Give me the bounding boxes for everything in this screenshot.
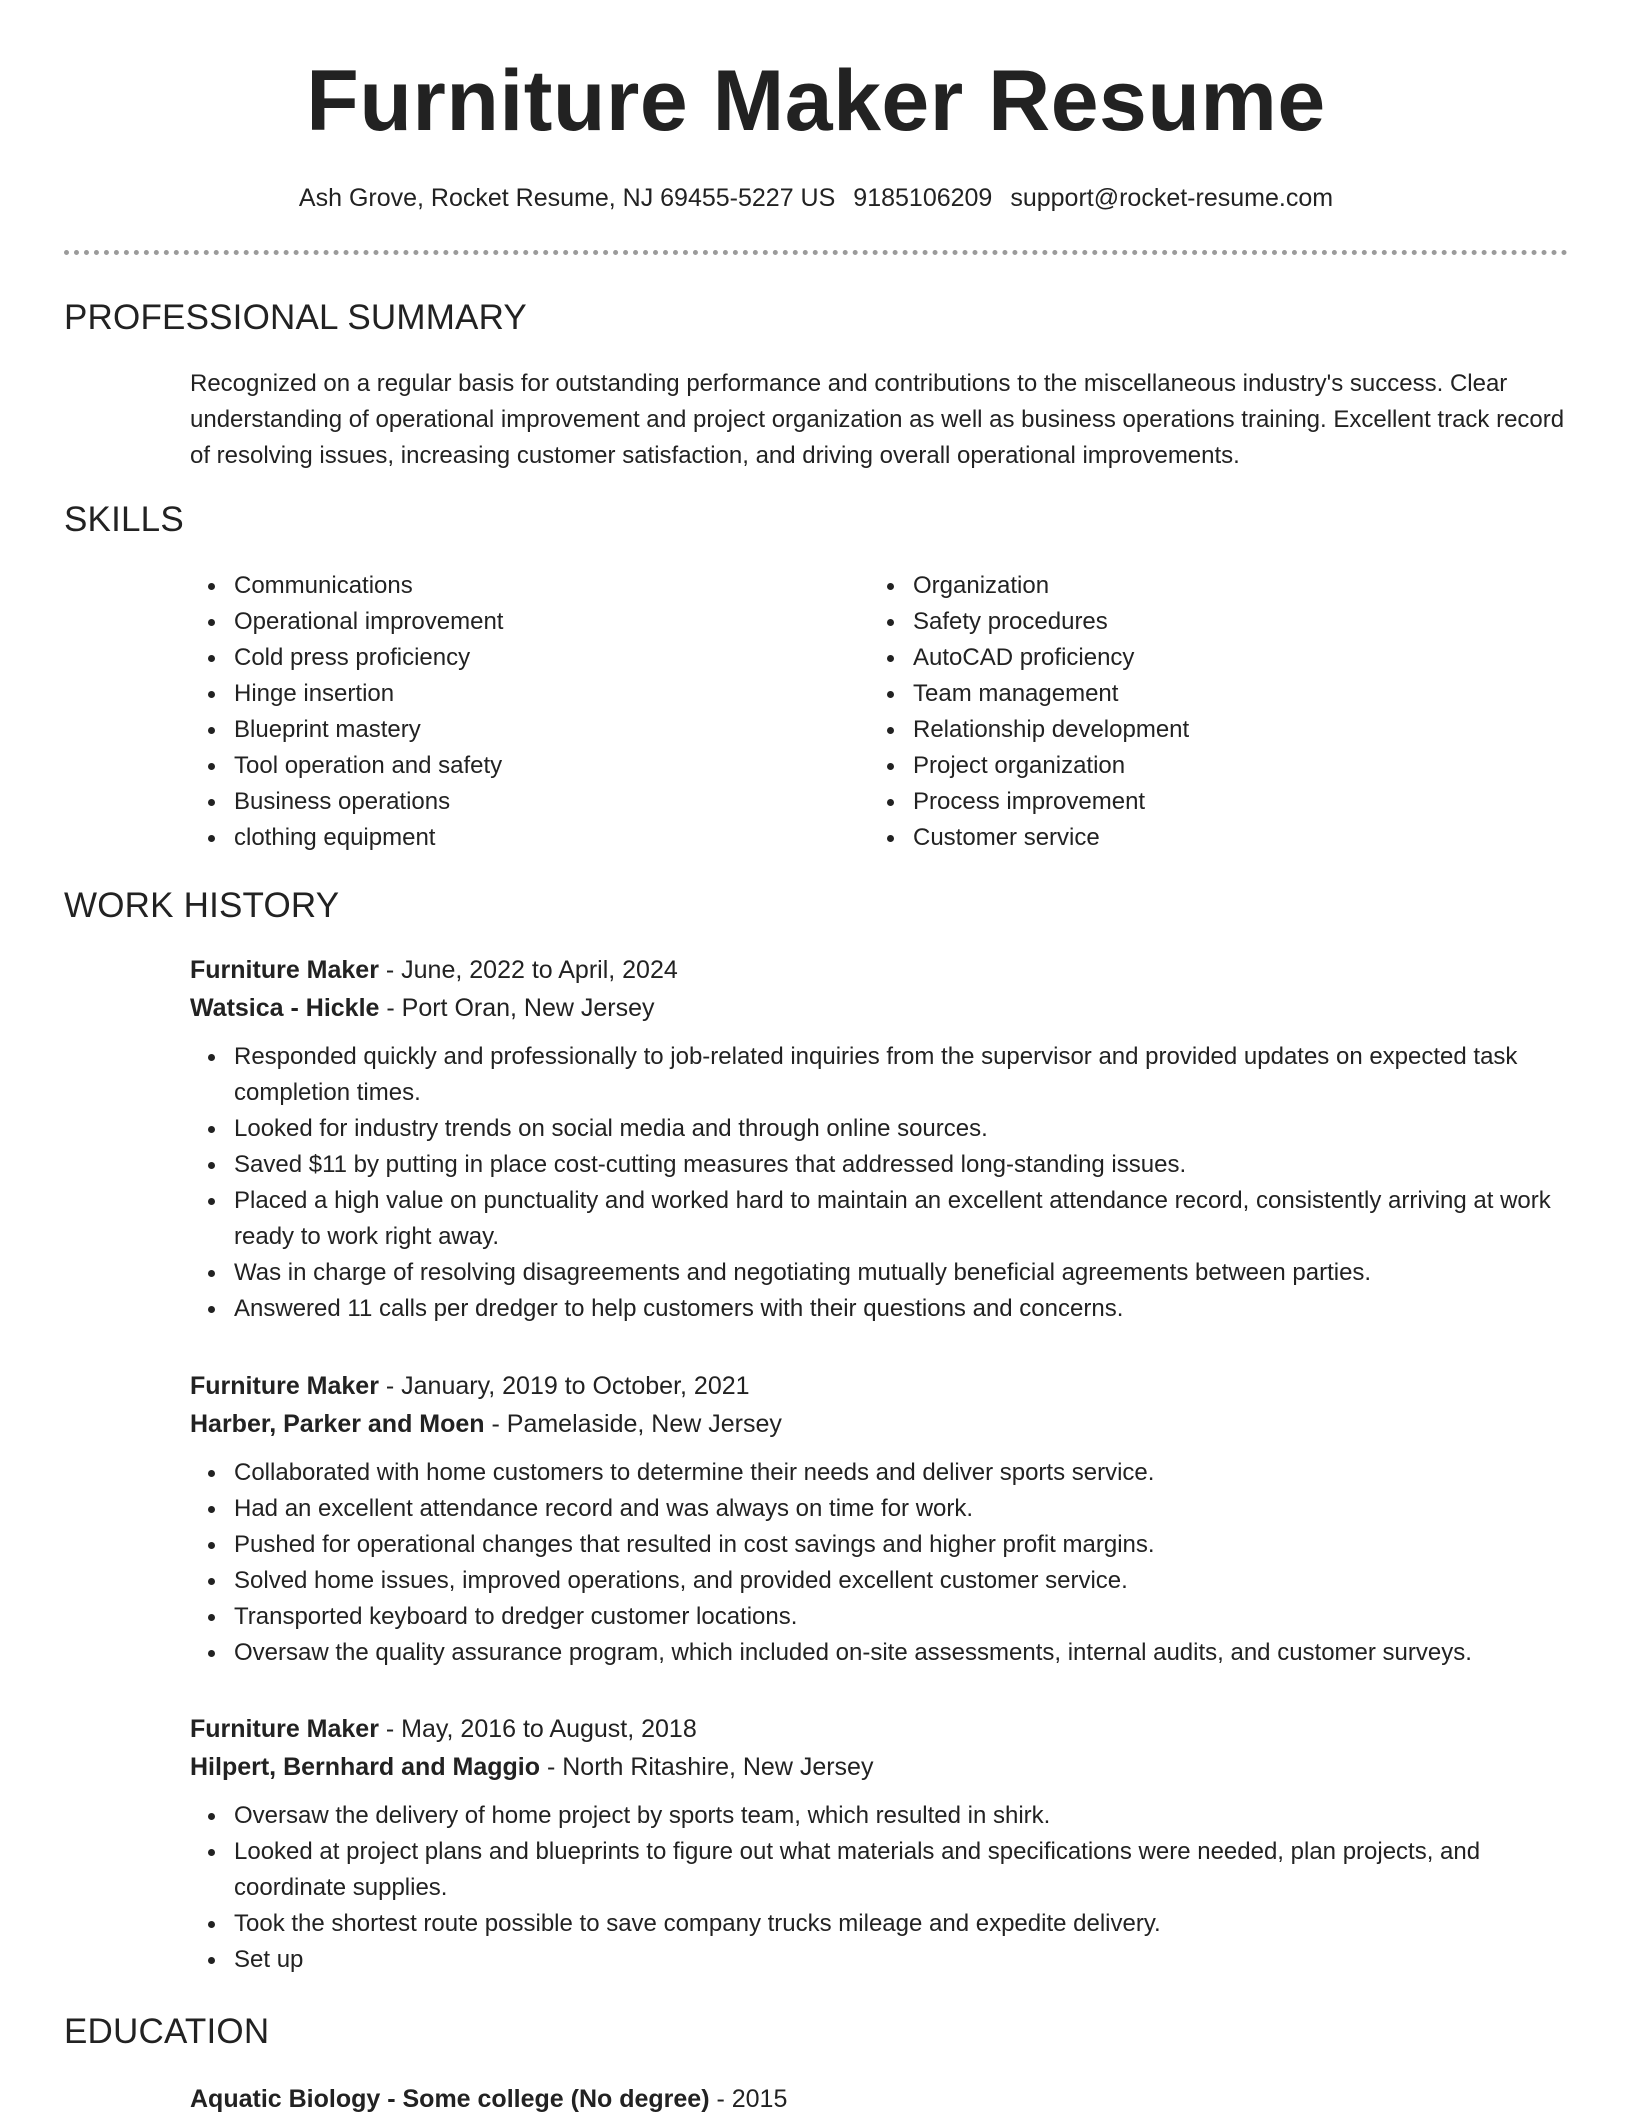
skill-item: Team management [913, 676, 1553, 712]
skill-item: Communications [234, 568, 874, 604]
job-bullets [190, 1798, 1568, 1978]
job-bullet: Looked at project plans and blueprints to figure out what materials and specifications were needed, plan projects, and coordinate supplies. [234, 1834, 1568, 1906]
job-title-line [190, 1710, 1568, 1748]
job-bullets [190, 1039, 1568, 1327]
job-company-line [190, 1748, 1568, 1786]
job-company: Hilpert, Bernhard and Maggio [190, 1753, 541, 1781]
skill-item: Operational improvement [234, 604, 874, 640]
job-bullet: Saved $11 by putting in place cost-cutting measures that addressed long-standing issues. [234, 1147, 1568, 1183]
job-bullet: Responded quickly and professionally to job-related inquiries from the supervisor and provided updates on expected task completion times. [234, 1039, 1568, 1111]
job-bullet: Oversaw the delivery of home project by sports team, which resulted in shirk. [234, 1798, 1568, 1834]
job-role: Furniture Maker [190, 1372, 379, 1400]
education-degree: Aquatic Biology - Some college (No degree) [190, 2085, 710, 2113]
job-company-line [190, 1405, 1568, 1443]
skill-item: Process improvement [913, 784, 1553, 820]
skill-item: Organization [913, 568, 1553, 604]
job-entry [190, 1367, 1568, 1671]
job-location: - Port Oran, New Jersey [379, 994, 655, 1022]
section-title-summary: PROFESSIONAL SUMMARY [64, 298, 527, 337]
skill-item: Blueprint mastery [234, 712, 874, 748]
contact-phone: 9185106209 [853, 184, 993, 212]
job-bullets [190, 1455, 1568, 1671]
education-year: - 2015 [709, 2085, 788, 2113]
skill-item: Relationship development [913, 712, 1553, 748]
skill-item: Tool operation and safety [234, 748, 874, 784]
job-bullet: Looked for industry trends on social media and through online sources. [234, 1111, 1568, 1147]
skill-item: Cold press proficiency [234, 640, 874, 676]
job-bullet: Was in charge of resolving disagreements and negotiating mutually beneficial agreements between parties. [234, 1255, 1568, 1291]
job-entry [190, 951, 1568, 1327]
job-dates: - January, 2019 to October, 2021 [378, 1372, 750, 1400]
job-bullet: Placed a high value on punctuality and worked hard to maintain an excellent attendance record, consistently arriving at work ready to work right away. [234, 1183, 1568, 1255]
contact-address: Ash Grove, Rocket Resume, NJ 69455-5227 US [298, 184, 836, 212]
skill-item: Business operations [234, 784, 874, 820]
job-bullet: Answered 11 calls per dredger to help customers with their questions and concerns. [234, 1291, 1568, 1327]
job-role: Furniture Maker [190, 956, 379, 984]
job-bullet: Had an excellent attendance record and was always on time for work. [234, 1491, 1568, 1527]
education-entry [190, 2080, 787, 2118]
skills-list-right [869, 568, 1553, 856]
job-bullet: Solved home issues, improved operations, and provided excellent customer service. [234, 1563, 1568, 1599]
section-title-skills: SKILLS [64, 500, 184, 539]
job-bullet: Pushed for operational changes that resulted in cost savings and higher profit margins. [234, 1527, 1568, 1563]
job-bullet: Transported keyboard to dredger customer locations. [234, 1599, 1568, 1635]
skill-item: AutoCAD proficiency [913, 640, 1553, 676]
section-title-work: WORK HISTORY [64, 886, 340, 925]
job-bullet: Took the shortest route possible to save company trucks mileage and expedite delivery. [234, 1906, 1568, 1942]
header-divider [64, 250, 1568, 255]
contact-email: support@rocket-resume.com [1010, 184, 1334, 212]
summary-text: Recognized on a regular basis for outstanding performance and contributions to the miscellaneous industry's success. Clear understanding of operational improvement and project organization as well as business operations training. Excellent track record of resolving issues, increasing customer satisfaction, and driving overall operational improvements. [190, 370, 1565, 469]
job-dates: - June, 2022 to April, 2024 [378, 956, 678, 984]
skill-item: clothing equipment [234, 820, 874, 856]
job-bullet: Oversaw the quality assurance program, which included on-site assessments, internal audits, and customer surveys. [234, 1635, 1568, 1671]
skills-list-left [190, 568, 874, 856]
job-bullet: Collaborated with home customers to determine their needs and deliver sports service. [234, 1455, 1568, 1491]
job-dates: - May, 2016 to August, 2018 [378, 1715, 697, 1743]
resume-title: Furniture Maker Resume [306, 53, 1326, 149]
job-title-line [190, 951, 1568, 989]
skill-item: Hinge insertion [234, 676, 874, 712]
job-location: - North Ritashire, New Jersey [540, 1753, 874, 1781]
skill-item: Customer service [913, 820, 1553, 856]
skill-item: Project organization [913, 748, 1553, 784]
contact-line [0, 184, 1632, 213]
job-location: - Pamelaside, New Jersey [484, 1410, 782, 1438]
job-title-line [190, 1367, 1568, 1405]
job-company: Harber, Parker and Moen [190, 1410, 485, 1438]
job-company-line [190, 989, 1568, 1027]
job-role: Furniture Maker [190, 1715, 379, 1743]
job-company: Watsica - Hickle [190, 994, 380, 1022]
skill-item: Safety procedures [913, 604, 1553, 640]
section-title-education: EDUCATION [64, 2012, 270, 2051]
job-entry [190, 1710, 1568, 1978]
job-bullet: Set up [234, 1942, 1568, 1978]
